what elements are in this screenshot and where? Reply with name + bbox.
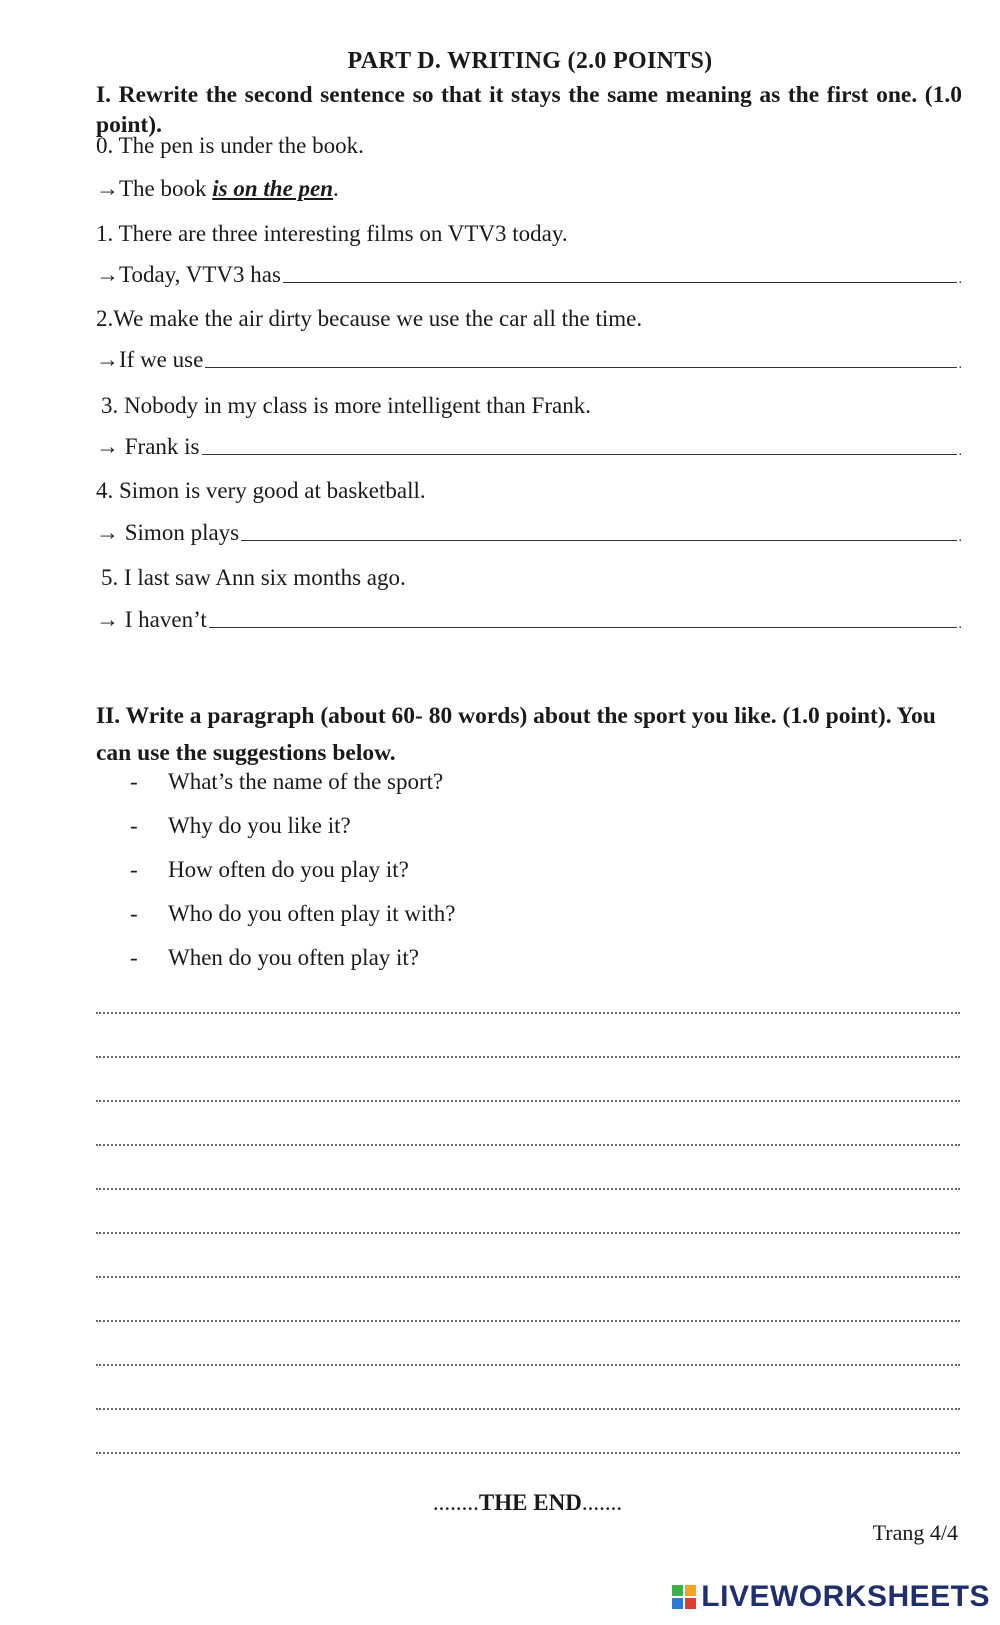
writing-line[interactable] bbox=[96, 1144, 960, 1146]
the-end bbox=[0, 1490, 1000, 1516]
item-4-lead: → Simon plays bbox=[96, 520, 240, 545]
item-2-end: . bbox=[958, 357, 962, 372]
item-5-answer-blank[interactable] bbox=[209, 627, 957, 628]
writing-line[interactable] bbox=[96, 1100, 960, 1102]
suggestion-item bbox=[130, 901, 455, 927]
item-1-lead: →Today, VTV3 has bbox=[96, 262, 281, 287]
suggestion-item bbox=[130, 945, 419, 971]
item-4-answer-blank[interactable] bbox=[241, 540, 956, 541]
suggestion-item bbox=[130, 813, 351, 839]
item-1-rewrite bbox=[96, 262, 962, 288]
item-2-sentence: 2.We make the air dirty because we use the car all the time. bbox=[96, 306, 643, 331]
bullet-dash: - bbox=[130, 945, 138, 970]
writing-line[interactable] bbox=[96, 1320, 960, 1322]
suggestion-text: Why do you like it? bbox=[168, 813, 351, 838]
suggestion-item bbox=[130, 769, 443, 795]
writing-line[interactable] bbox=[96, 1232, 960, 1234]
section2-title: II. Write a paragraph (about 60- 80 words) about the sport you like. (1.0 point). You can use the suggestions below. bbox=[96, 703, 936, 766]
page-number: Trang 4/4 bbox=[872, 1520, 958, 1545]
suggestion-text: When do you often play it? bbox=[168, 945, 420, 970]
item-1-sentence: 1. There are three interesting films on VTV3 today. bbox=[96, 221, 568, 246]
writing-line[interactable] bbox=[96, 1452, 960, 1454]
liveworksheets-watermark bbox=[671, 1580, 990, 1614]
brand-name: LIVEWORKSHEETS bbox=[701, 1580, 990, 1613]
item-1-answer-blank[interactable] bbox=[283, 282, 957, 283]
writing-line[interactable] bbox=[96, 1056, 960, 1058]
writing-line[interactable] bbox=[96, 1364, 960, 1366]
example-sentence: 0. The pen is under the book. bbox=[96, 133, 364, 158]
item-4-end: . bbox=[958, 530, 962, 545]
item-5-end: . bbox=[958, 617, 962, 632]
example-prefix: The book bbox=[119, 176, 213, 201]
item-2-rewrite bbox=[96, 347, 962, 373]
item-3-answer-blank[interactable] bbox=[202, 454, 957, 455]
writing-line[interactable] bbox=[96, 1012, 960, 1014]
end-dots-right: ....... bbox=[581, 1490, 623, 1515]
end-text: THE END bbox=[478, 1490, 582, 1515]
item-1-end: . bbox=[958, 272, 962, 287]
example-suffix: . bbox=[333, 176, 339, 201]
item-2-answer-blank[interactable] bbox=[205, 367, 956, 368]
item-5-rewrite bbox=[96, 607, 962, 633]
liveworksheets-logo-icon bbox=[671, 1584, 697, 1610]
item-4-rewrite bbox=[96, 520, 962, 546]
suggestion-text: What’s the name of the sport? bbox=[168, 769, 444, 794]
end-dots-left: ........ bbox=[432, 1490, 479, 1515]
item-4-sentence: 4. Simon is very good at basketball. bbox=[96, 478, 426, 503]
bullet-dash: - bbox=[130, 901, 138, 926]
writing-line[interactable] bbox=[96, 1188, 960, 1190]
item-3-end: . bbox=[958, 444, 962, 459]
item-3-lead: → Frank is bbox=[96, 434, 200, 459]
writing-line[interactable] bbox=[96, 1276, 960, 1278]
item-5-sentence: 5. I last saw Ann six months ago. bbox=[101, 565, 406, 590]
arrow-icon: → bbox=[96, 176, 119, 201]
suggestion-text: Who do you often play it with? bbox=[168, 901, 456, 926]
bullet-dash: - bbox=[130, 769, 138, 794]
item-3-rewrite bbox=[96, 434, 962, 460]
item-2-lead: →If we use bbox=[96, 347, 204, 372]
writing-line[interactable] bbox=[96, 1408, 960, 1410]
item-3-sentence: 3. Nobody in my class is more intelligent than Frank. bbox=[101, 393, 591, 418]
example-answer-line bbox=[96, 176, 339, 202]
example-answer: is on the pen bbox=[212, 176, 334, 201]
section1-title: I. Rewrite the second sentence so that it stays the same meaning as the first one. (1.0 point). bbox=[96, 82, 962, 138]
bullet-dash: - bbox=[130, 813, 138, 838]
bullet-dash: - bbox=[130, 857, 138, 882]
suggestion-item bbox=[130, 857, 409, 883]
page-title: PART D. WRITING (2.0 POINTS) bbox=[347, 48, 713, 74]
suggestion-text: How often do you play it? bbox=[168, 857, 409, 882]
item-5-lead: → I haven’t bbox=[96, 607, 207, 632]
